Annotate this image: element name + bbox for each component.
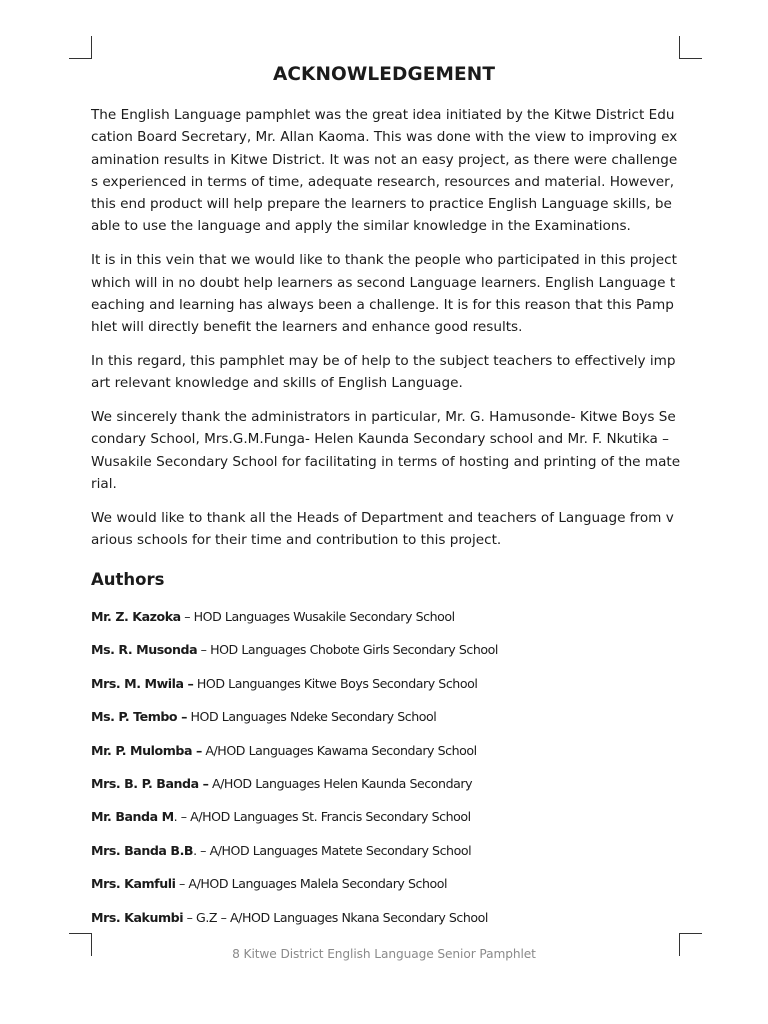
author-name: Mr. Z. Kazoka [91,609,181,624]
author-name: Mrs. B. P. Banda – [91,775,209,791]
paragraph: We would like to thank all the Heads of Department and teachers of Language from various schools for their time and contribution to this project. [91,509,674,549]
author-name: Mrs. Kakumbi [91,909,184,925]
author-role: – HOD Languages Chobote Girls Secondary School [197,642,498,658]
paragraph: In this regard, this pamphlet may be of help to the subject teachers to effectively impart relevant knowledge and skills of English Language. [91,352,676,392]
author-role: . – A/HOD Languages St. Francis Secondary School [173,809,471,825]
author-entry [91,640,691,673]
author-entry [91,607,691,640]
acknowledgement-body [91,104,681,563]
authors-heading: Authors [91,570,165,589]
paragraph: We sincerely thank the administrators in particular, Mr. G. Hamusonde- Kitwe Boys Secondary School, Mrs.G.M.Funga- Helen Kaunda Secondary school and Mr. F. Nkutika – Wusakile Secondary School for facilitating in terms of hosting and printing of the material. [91,409,681,492]
author-role: – G.Z – A/HOD Languages Nkana Secondary School [183,909,488,925]
author-role: . – A/HOD Languages Matete Secondary School [193,842,472,858]
author-role: A/HOD Languages Kawama Secondary School [201,742,477,758]
author-entry [91,774,691,807]
author-role: A/HOD Languages Helen Kaunda Secondary [208,775,473,791]
author-name: Ms. R. Musonda [91,642,198,658]
crop-mark-top-right [679,36,702,59]
page-title: ACKNOWLEDGEMENT [272,64,496,85]
crop-mark-top-left [69,36,92,59]
author-entry [91,674,691,707]
authors-list [91,607,691,941]
author-entry [91,874,691,907]
author-name: Mrs. Kamfuli [91,876,176,892]
author-entry [91,741,691,774]
author-entry [91,841,691,874]
page-footer: 8 Kitwe District English Language Senior Pamphlet [232,947,536,961]
author-role: – A/HOD Languages Malela Secondary School [175,876,448,892]
author-entry [91,707,691,740]
author-role: – HOD Languages Wusakile Secondary School [180,609,455,624]
author-name: Ms. P. Tembo – [91,709,187,725]
author-name: Mr. P. Mulomba – [91,742,202,758]
author-entry [91,807,691,840]
author-role: HOD Languanges Kitwe Boys Secondary School [193,675,478,691]
paragraph: The English Language pamphlet was the great idea initiated by the Kitwe District Education Board Secretary, Mr. Allan Kaoma. This was done with the view to improving examination results in Kitwe District. It was not an easy project, as there were challenges experienced in terms of time, adequate research, resources and material. However, this end product will help prepare the learners to practice English Language skills, be able to use the language and apply the similar knowledge in the Examinations. [91,107,678,235]
author-entry [91,908,691,941]
paragraph: It is in this vein that we would like to thank the people who participated in this project which will in no doubt help learners as second Language learners. English Language teaching and learning has always been a challenge. It is for this reason that this Pamphlet will directly benefit the learners and enhance good results. [91,252,677,336]
author-name: Mrs. M. Mwila – [91,675,194,691]
author-name: Mrs. Banda B.B [91,842,194,858]
author-name: Mr. Banda M [91,809,174,825]
author-role: HOD Languages Ndeke Secondary School [186,709,437,725]
